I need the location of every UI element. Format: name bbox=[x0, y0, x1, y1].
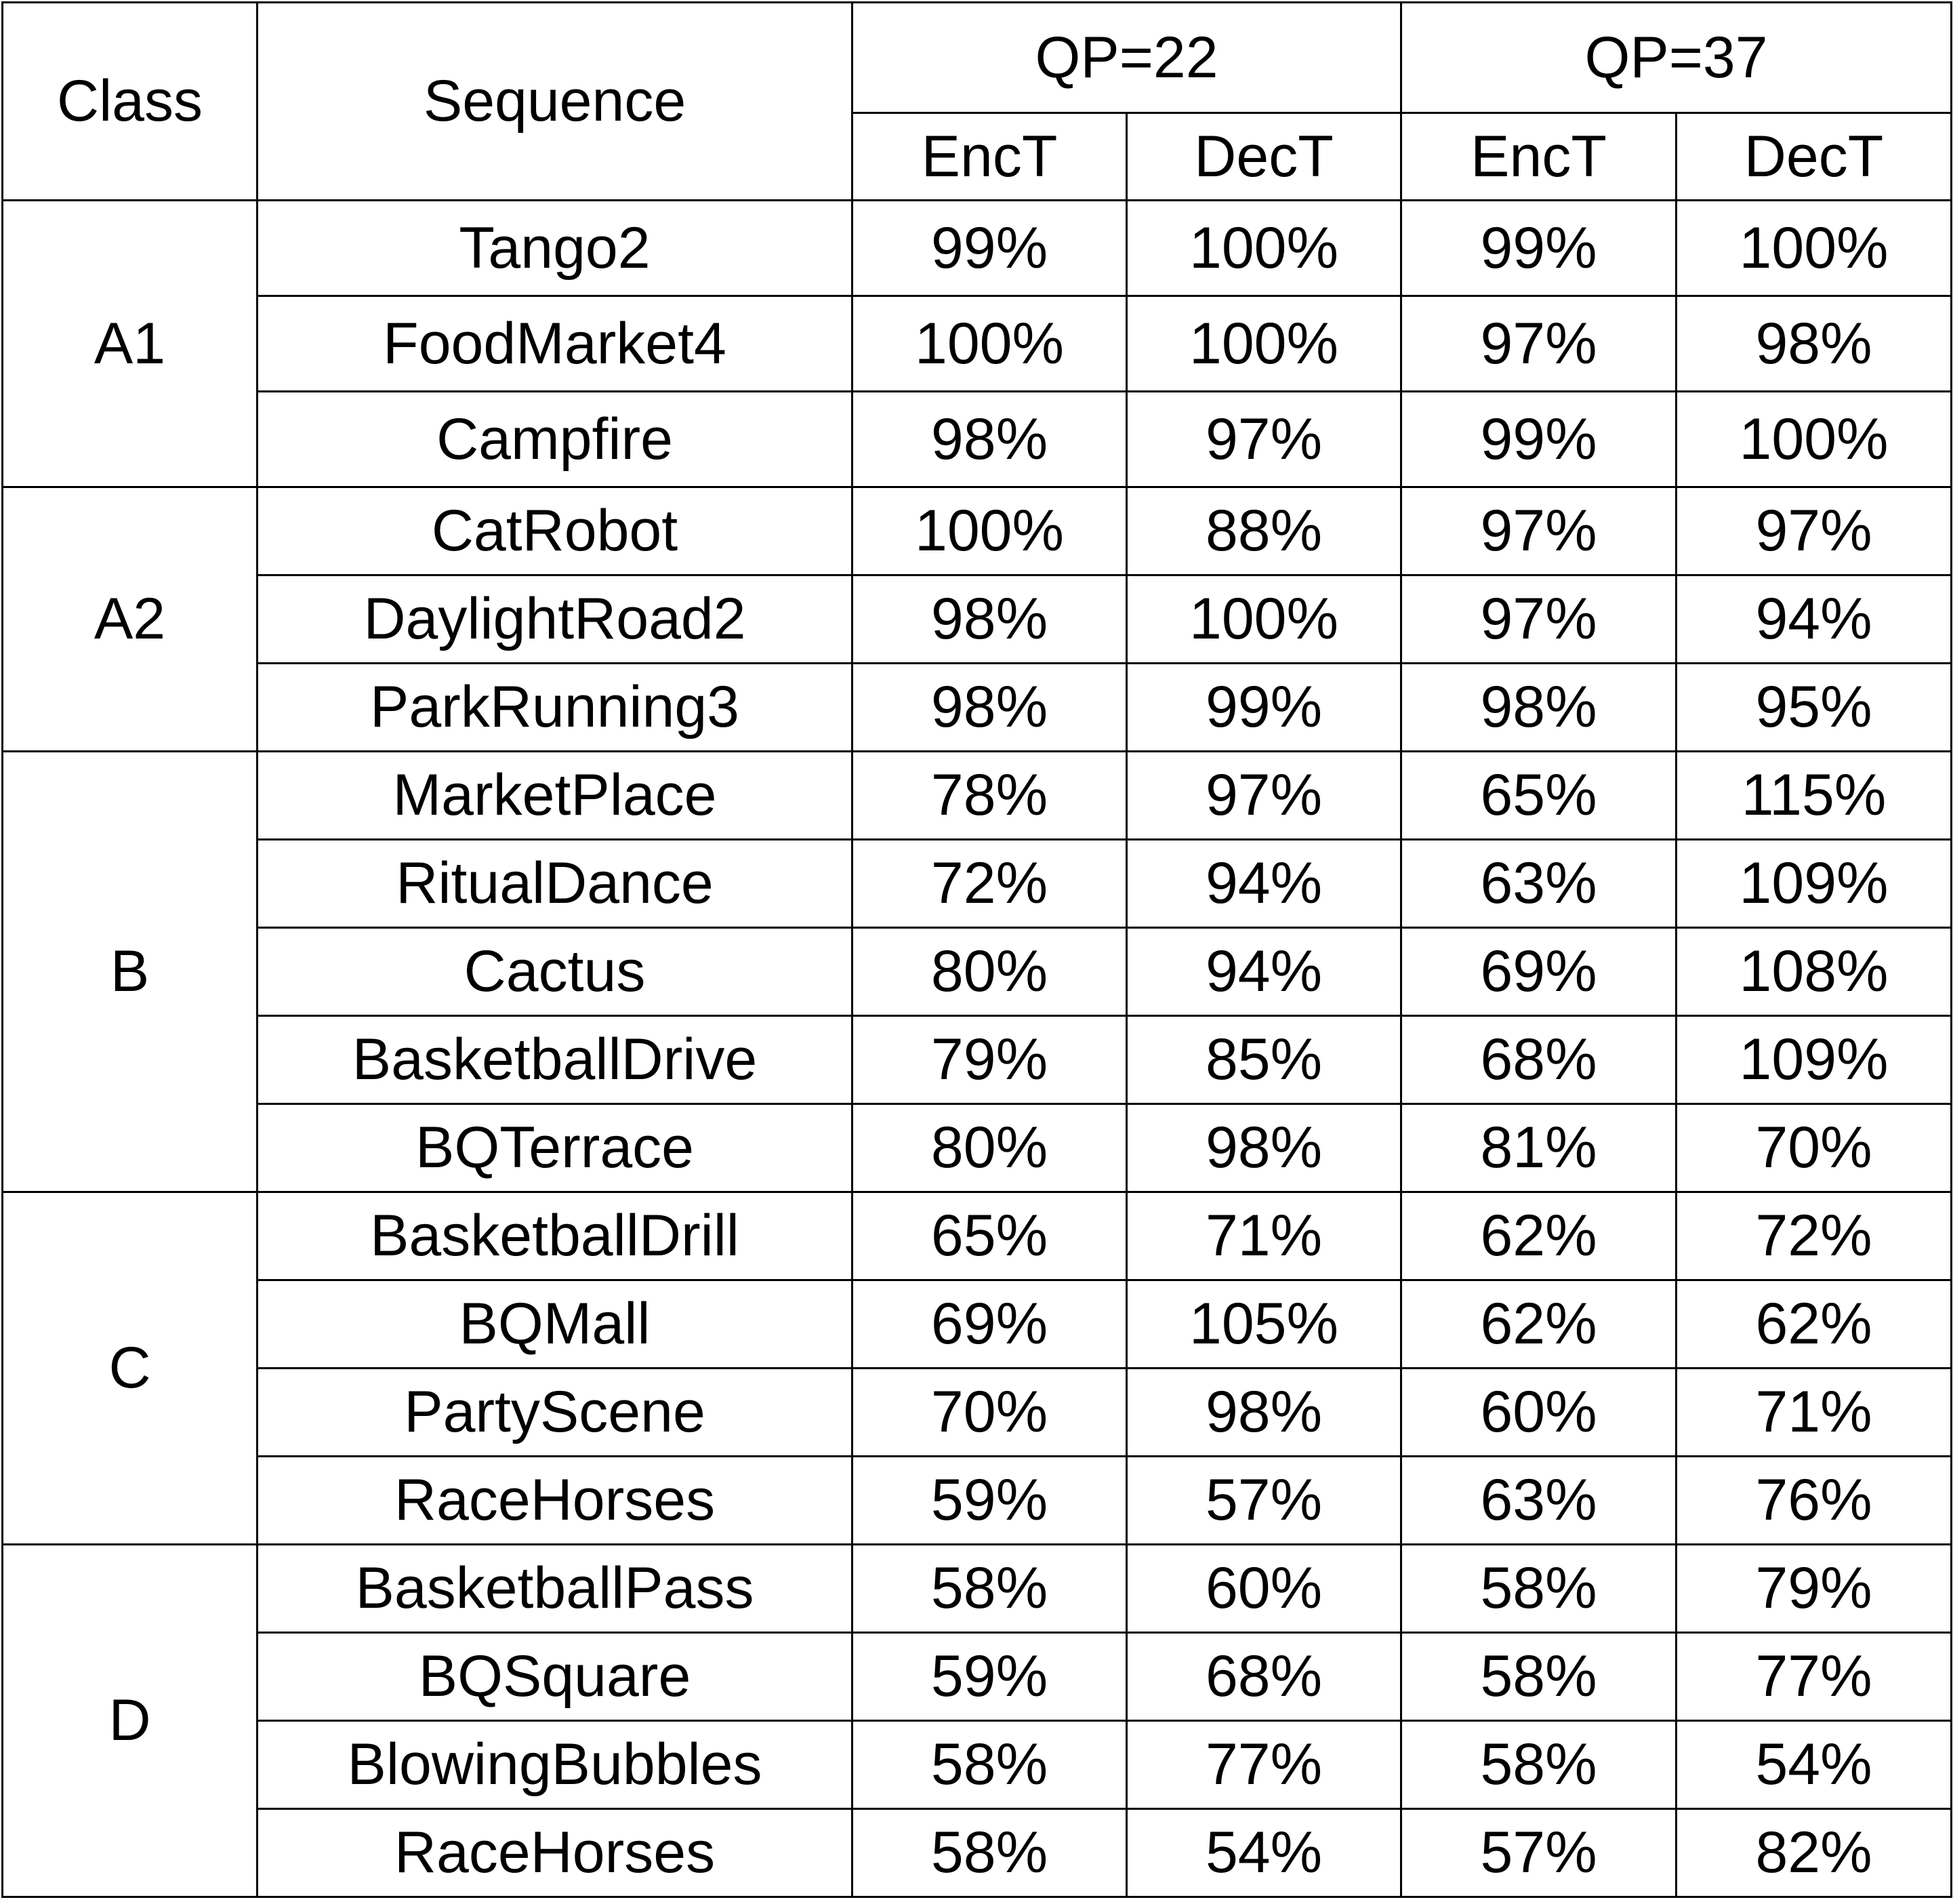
dect-qp22-cell: 98% bbox=[1127, 1104, 1401, 1192]
dect-qp37-cell: 94% bbox=[1677, 575, 1952, 664]
dect-qp37-cell: 97% bbox=[1677, 487, 1952, 575]
table-row bbox=[3, 296, 1952, 392]
sequence-cell: RaceHorses bbox=[258, 1809, 852, 1897]
sequence-cell: BlowingBubbles bbox=[258, 1721, 852, 1809]
dect-qp22-cell: 71% bbox=[1127, 1192, 1401, 1280]
sequence-cell: Campfire bbox=[258, 392, 852, 487]
dect-qp37-cell: 95% bbox=[1677, 664, 1952, 752]
dect-qp37-cell: 109% bbox=[1677, 840, 1952, 928]
sequence-cell: Cactus bbox=[258, 928, 852, 1016]
dect-qp37-cell: 71% bbox=[1677, 1369, 1952, 1457]
header-qp37: QP=37 bbox=[1401, 3, 1952, 113]
enct-qp37-cell: 99% bbox=[1401, 201, 1677, 296]
dect-qp22-cell: 54% bbox=[1127, 1809, 1401, 1897]
header-class: Class bbox=[3, 3, 258, 201]
table-row bbox=[3, 1192, 1952, 1280]
header-enct-qp22: EncT bbox=[852, 113, 1127, 201]
enct-qp22-cell: 65% bbox=[852, 1192, 1127, 1280]
enct-qp37-cell: 97% bbox=[1401, 575, 1677, 664]
sequence-cell: BQMall bbox=[258, 1280, 852, 1369]
class-cell: A1 bbox=[3, 201, 258, 487]
sequence-cell: BasketballPass bbox=[258, 1545, 852, 1633]
dect-qp37-cell: 79% bbox=[1677, 1545, 1952, 1633]
dect-qp37-cell: 100% bbox=[1677, 392, 1952, 487]
sequence-cell: FoodMarket4 bbox=[258, 296, 852, 392]
dect-qp22-cell: 57% bbox=[1127, 1457, 1401, 1545]
sequence-cell: DaylightRoad2 bbox=[258, 575, 852, 664]
enct-qp37-cell: 58% bbox=[1401, 1633, 1677, 1721]
dect-qp22-cell: 105% bbox=[1127, 1280, 1401, 1369]
dect-qp37-cell: 76% bbox=[1677, 1457, 1952, 1545]
dect-qp37-cell: 115% bbox=[1677, 752, 1952, 840]
class-cell: D bbox=[3, 1545, 258, 1897]
table-row bbox=[3, 575, 1952, 664]
enct-qp37-cell: 63% bbox=[1401, 1457, 1677, 1545]
dect-qp37-cell: 109% bbox=[1677, 1016, 1952, 1104]
header-row-1 bbox=[3, 3, 1952, 113]
header-dect-qp37: DecT bbox=[1677, 113, 1952, 201]
dect-qp22-cell: 85% bbox=[1127, 1016, 1401, 1104]
enct-qp22-cell: 98% bbox=[852, 575, 1127, 664]
dect-qp22-cell: 68% bbox=[1127, 1633, 1401, 1721]
sequence-cell: ParkRunning3 bbox=[258, 664, 852, 752]
sequence-cell: Tango2 bbox=[258, 201, 852, 296]
enct-qp22-cell: 100% bbox=[852, 296, 1127, 392]
dect-qp37-cell: 77% bbox=[1677, 1633, 1952, 1721]
class-cell: C bbox=[3, 1192, 258, 1545]
header-sequence: Sequence bbox=[258, 3, 852, 201]
dect-qp22-cell: 99% bbox=[1127, 664, 1401, 752]
enct-qp22-cell: 100% bbox=[852, 487, 1127, 575]
table-row bbox=[3, 664, 1952, 752]
enct-qp22-cell: 80% bbox=[852, 1104, 1127, 1192]
dect-qp37-cell: 62% bbox=[1677, 1280, 1952, 1369]
table-row bbox=[3, 1369, 1952, 1457]
table-row bbox=[3, 1016, 1952, 1104]
dect-qp37-cell: 82% bbox=[1677, 1809, 1952, 1897]
enct-qp22-cell: 98% bbox=[852, 392, 1127, 487]
table-row bbox=[3, 928, 1952, 1016]
header-dect-qp22: DecT bbox=[1127, 113, 1401, 201]
dect-qp22-cell: 94% bbox=[1127, 840, 1401, 928]
table-row bbox=[3, 1545, 1952, 1633]
enct-qp37-cell: 58% bbox=[1401, 1721, 1677, 1809]
table-row bbox=[3, 840, 1952, 928]
sequence-cell: PartyScene bbox=[258, 1369, 852, 1457]
enct-qp37-cell: 62% bbox=[1401, 1280, 1677, 1369]
sequence-cell: CatRobot bbox=[258, 487, 852, 575]
dect-qp22-cell: 77% bbox=[1127, 1721, 1401, 1809]
sequence-cell: BasketballDrill bbox=[258, 1192, 852, 1280]
table-row bbox=[3, 752, 1952, 840]
enct-qp37-cell: 57% bbox=[1401, 1809, 1677, 1897]
table-row bbox=[3, 1457, 1952, 1545]
table-row bbox=[3, 1721, 1952, 1809]
sequence-cell: MarketPlace bbox=[258, 752, 852, 840]
enct-qp22-cell: 58% bbox=[852, 1545, 1127, 1633]
dect-qp22-cell: 100% bbox=[1127, 575, 1401, 664]
table-row bbox=[3, 1809, 1952, 1897]
enct-qp37-cell: 97% bbox=[1401, 487, 1677, 575]
sequence-cell: BasketballDrive bbox=[258, 1016, 852, 1104]
dect-qp37-cell: 108% bbox=[1677, 928, 1952, 1016]
enct-qp37-cell: 68% bbox=[1401, 1016, 1677, 1104]
results-table bbox=[1, 1, 1952, 1898]
header-enct-qp37: EncT bbox=[1401, 113, 1677, 201]
dect-qp22-cell: 88% bbox=[1127, 487, 1401, 575]
enct-qp37-cell: 81% bbox=[1401, 1104, 1677, 1192]
enct-qp22-cell: 98% bbox=[852, 664, 1127, 752]
enct-qp37-cell: 60% bbox=[1401, 1369, 1677, 1457]
enct-qp22-cell: 78% bbox=[852, 752, 1127, 840]
enct-qp22-cell: 99% bbox=[852, 201, 1127, 296]
table-row bbox=[3, 487, 1952, 575]
dect-qp22-cell: 94% bbox=[1127, 928, 1401, 1016]
sequence-cell: RaceHorses bbox=[258, 1457, 852, 1545]
class-cell: A2 bbox=[3, 487, 258, 752]
sequence-cell: BQTerrace bbox=[258, 1104, 852, 1192]
dect-qp37-cell: 70% bbox=[1677, 1104, 1952, 1192]
table-row bbox=[3, 1633, 1952, 1721]
enct-qp22-cell: 72% bbox=[852, 840, 1127, 928]
enct-qp37-cell: 97% bbox=[1401, 296, 1677, 392]
table-row bbox=[3, 392, 1952, 487]
dect-qp22-cell: 97% bbox=[1127, 752, 1401, 840]
dect-qp22-cell: 100% bbox=[1127, 296, 1401, 392]
enct-qp37-cell: 98% bbox=[1401, 664, 1677, 752]
enct-qp37-cell: 58% bbox=[1401, 1545, 1677, 1633]
table-row bbox=[3, 1280, 1952, 1369]
dect-qp22-cell: 60% bbox=[1127, 1545, 1401, 1633]
enct-qp22-cell: 59% bbox=[852, 1457, 1127, 1545]
enct-qp37-cell: 69% bbox=[1401, 928, 1677, 1016]
enct-qp22-cell: 58% bbox=[852, 1721, 1127, 1809]
sequence-cell: RitualDance bbox=[258, 840, 852, 928]
dect-qp22-cell: 98% bbox=[1127, 1369, 1401, 1457]
enct-qp37-cell: 65% bbox=[1401, 752, 1677, 840]
sequence-cell: BQSquare bbox=[258, 1633, 852, 1721]
enct-qp22-cell: 59% bbox=[852, 1633, 1127, 1721]
dect-qp37-cell: 98% bbox=[1677, 296, 1952, 392]
enct-qp22-cell: 80% bbox=[852, 928, 1127, 1016]
table-row bbox=[3, 201, 1952, 296]
dect-qp37-cell: 72% bbox=[1677, 1192, 1952, 1280]
dect-qp37-cell: 54% bbox=[1677, 1721, 1952, 1809]
enct-qp37-cell: 62% bbox=[1401, 1192, 1677, 1280]
header-qp22: QP=22 bbox=[852, 3, 1401, 113]
dect-qp37-cell: 100% bbox=[1677, 201, 1952, 296]
enct-qp37-cell: 63% bbox=[1401, 840, 1677, 928]
enct-qp22-cell: 70% bbox=[852, 1369, 1127, 1457]
enct-qp22-cell: 58% bbox=[852, 1809, 1127, 1897]
dect-qp22-cell: 100% bbox=[1127, 201, 1401, 296]
enct-qp22-cell: 79% bbox=[852, 1016, 1127, 1104]
dect-qp22-cell: 97% bbox=[1127, 392, 1401, 487]
class-cell: B bbox=[3, 752, 258, 1192]
enct-qp22-cell: 69% bbox=[852, 1280, 1127, 1369]
enct-qp37-cell: 99% bbox=[1401, 392, 1677, 487]
table-row bbox=[3, 1104, 1952, 1192]
